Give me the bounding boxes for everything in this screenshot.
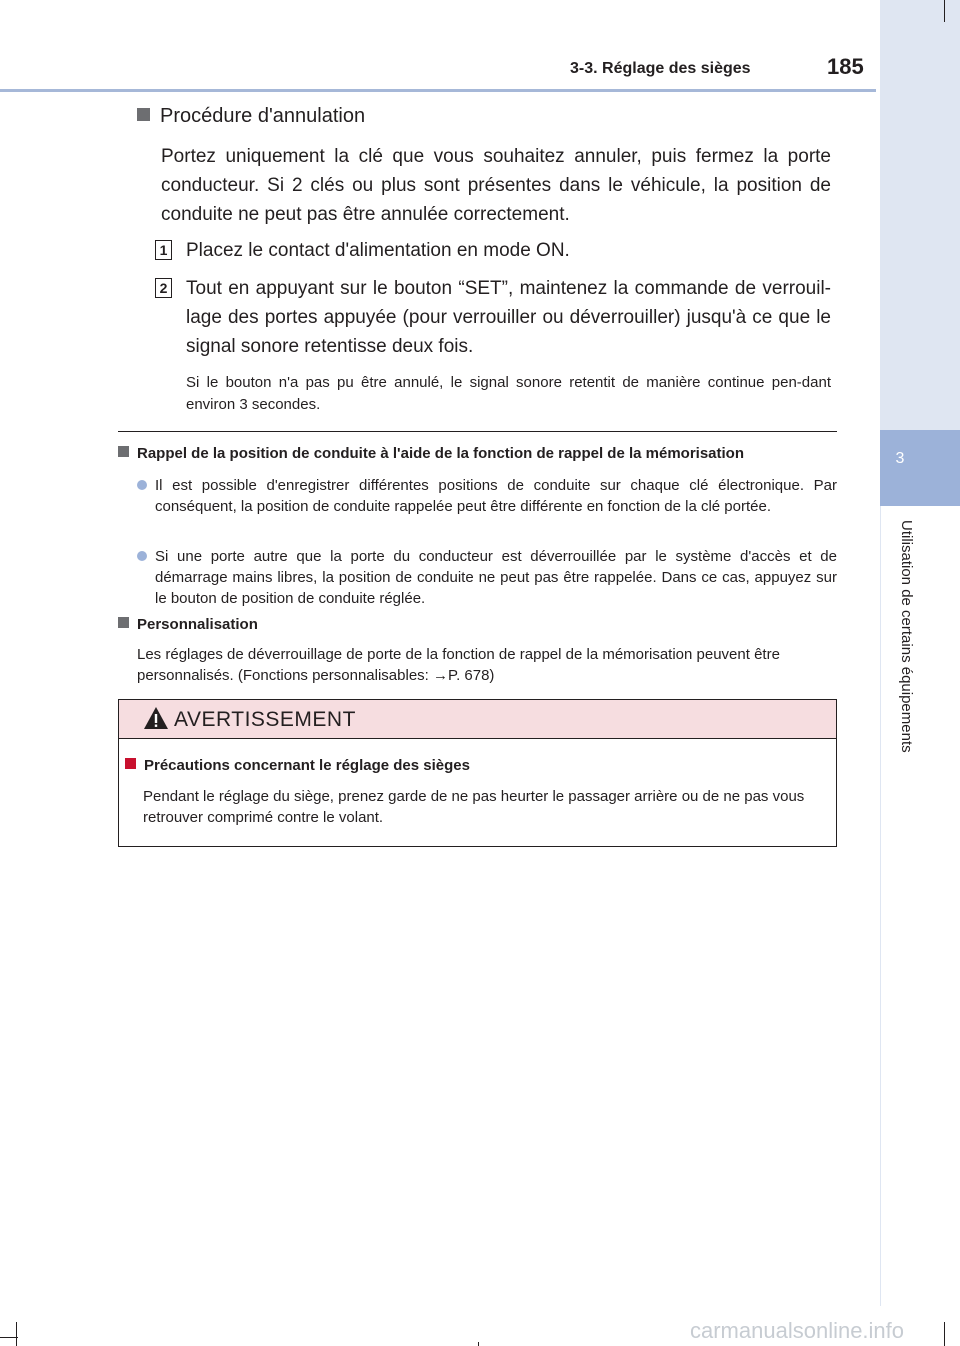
personalization-heading [118, 616, 258, 633]
warning-subheading [125, 757, 470, 774]
warning-text: Pendant le réglage du siège, prenez garde de ne pas heurter le passager arrière ou de ne pas vous retrouver comprimé contre le volant. [143, 788, 805, 826]
section-divider [118, 431, 837, 432]
header-rule [0, 89, 876, 92]
cancel-procedure-heading [137, 105, 365, 128]
cancel-note: Si le bouton n'a pas pu être annulé, le signal sonore retentit de manière continue pen-dant environ 3 secondes. [186, 374, 831, 413]
chapter-title: Utilisation de certains équipements [898, 520, 915, 753]
recall-bullet-2 [137, 546, 837, 609]
round-bullet-icon [137, 480, 147, 490]
personalization-text: Les réglages de déverrouillage de porte de la fonction de rappel de la mémorisation peuvent être personnalisés. (Fonctions personnalisables: →P. 678) [137, 646, 780, 684]
footer-watermark: carmanualsonline.info [690, 1318, 905, 1343]
personalization-title: Personnalisation [137, 616, 258, 633]
warning-title: AVERTISSEMENT [174, 708, 356, 731]
chapter-tab [880, 430, 960, 506]
bullet-text: Il est possible d'enregistrer différentes positions de conduite sur chaque clé électronique. Par conséquent, la position de conduite rappelée peut être différente en fonction de la clé portée. [155, 477, 837, 515]
side-tab-rule [880, 506, 881, 1306]
crop-mark [478, 1342, 479, 1346]
crop-mark [944, 0, 945, 22]
side-tab-top [880, 0, 960, 430]
chapter-number: 3 [895, 450, 905, 467]
warning-triangle-icon [143, 706, 169, 735]
cancel-procedure-intro: Portez uniquement la clé que vous souhaitez annuler, puis fermez la porte conducteur. Si 2 clés ou plus sont présentes dans le véhicule, la position de conduite ne peut pas être annulée correctement. [161, 146, 831, 225]
step-text: Placez le contact d'alimentation en mode ON. [186, 240, 570, 261]
square-bullet-icon [125, 758, 136, 769]
bullet-text: Si une porte autre que la porte du conducteur est déverrouillée par le système d'accès et de démarrage mains libres, la position de conduite ne peut pas être rappelée. Dans ce cas, appuyez sur le bouton de position de conduite réglée. [155, 548, 837, 607]
page-number: 185 [827, 54, 864, 79]
square-bullet-icon [118, 617, 129, 628]
round-bullet-icon [137, 551, 147, 561]
section-title: 3-3. Réglage des sièges [570, 60, 751, 77]
square-bullet-icon [118, 446, 129, 457]
cancel-procedure-title: Procédure d'annulation [160, 105, 366, 127]
step-number-badge: 1 [155, 240, 172, 260]
recall-title: Rappel de la position de conduite à l'aide de la fonction de rappel de la mémorisation [137, 445, 745, 462]
recall-heading [118, 445, 744, 462]
crop-mark [16, 1322, 17, 1346]
step-number-badge: 2 [155, 278, 172, 298]
square-bullet-icon [137, 108, 150, 121]
step-text: Tout en appuyant sur le bouton “SET”, maintenez la commande de verrouil-lage des portes appuyée (pour verrouiller ou déverrouiller) jusqu'à ce que le signal sonore retentisse deux fois. [186, 278, 831, 357]
warning-heading-text: Précautions concernant le réglage des sièges [144, 757, 470, 774]
crop-mark [944, 1322, 945, 1346]
recall-bullet-1 [137, 475, 837, 517]
